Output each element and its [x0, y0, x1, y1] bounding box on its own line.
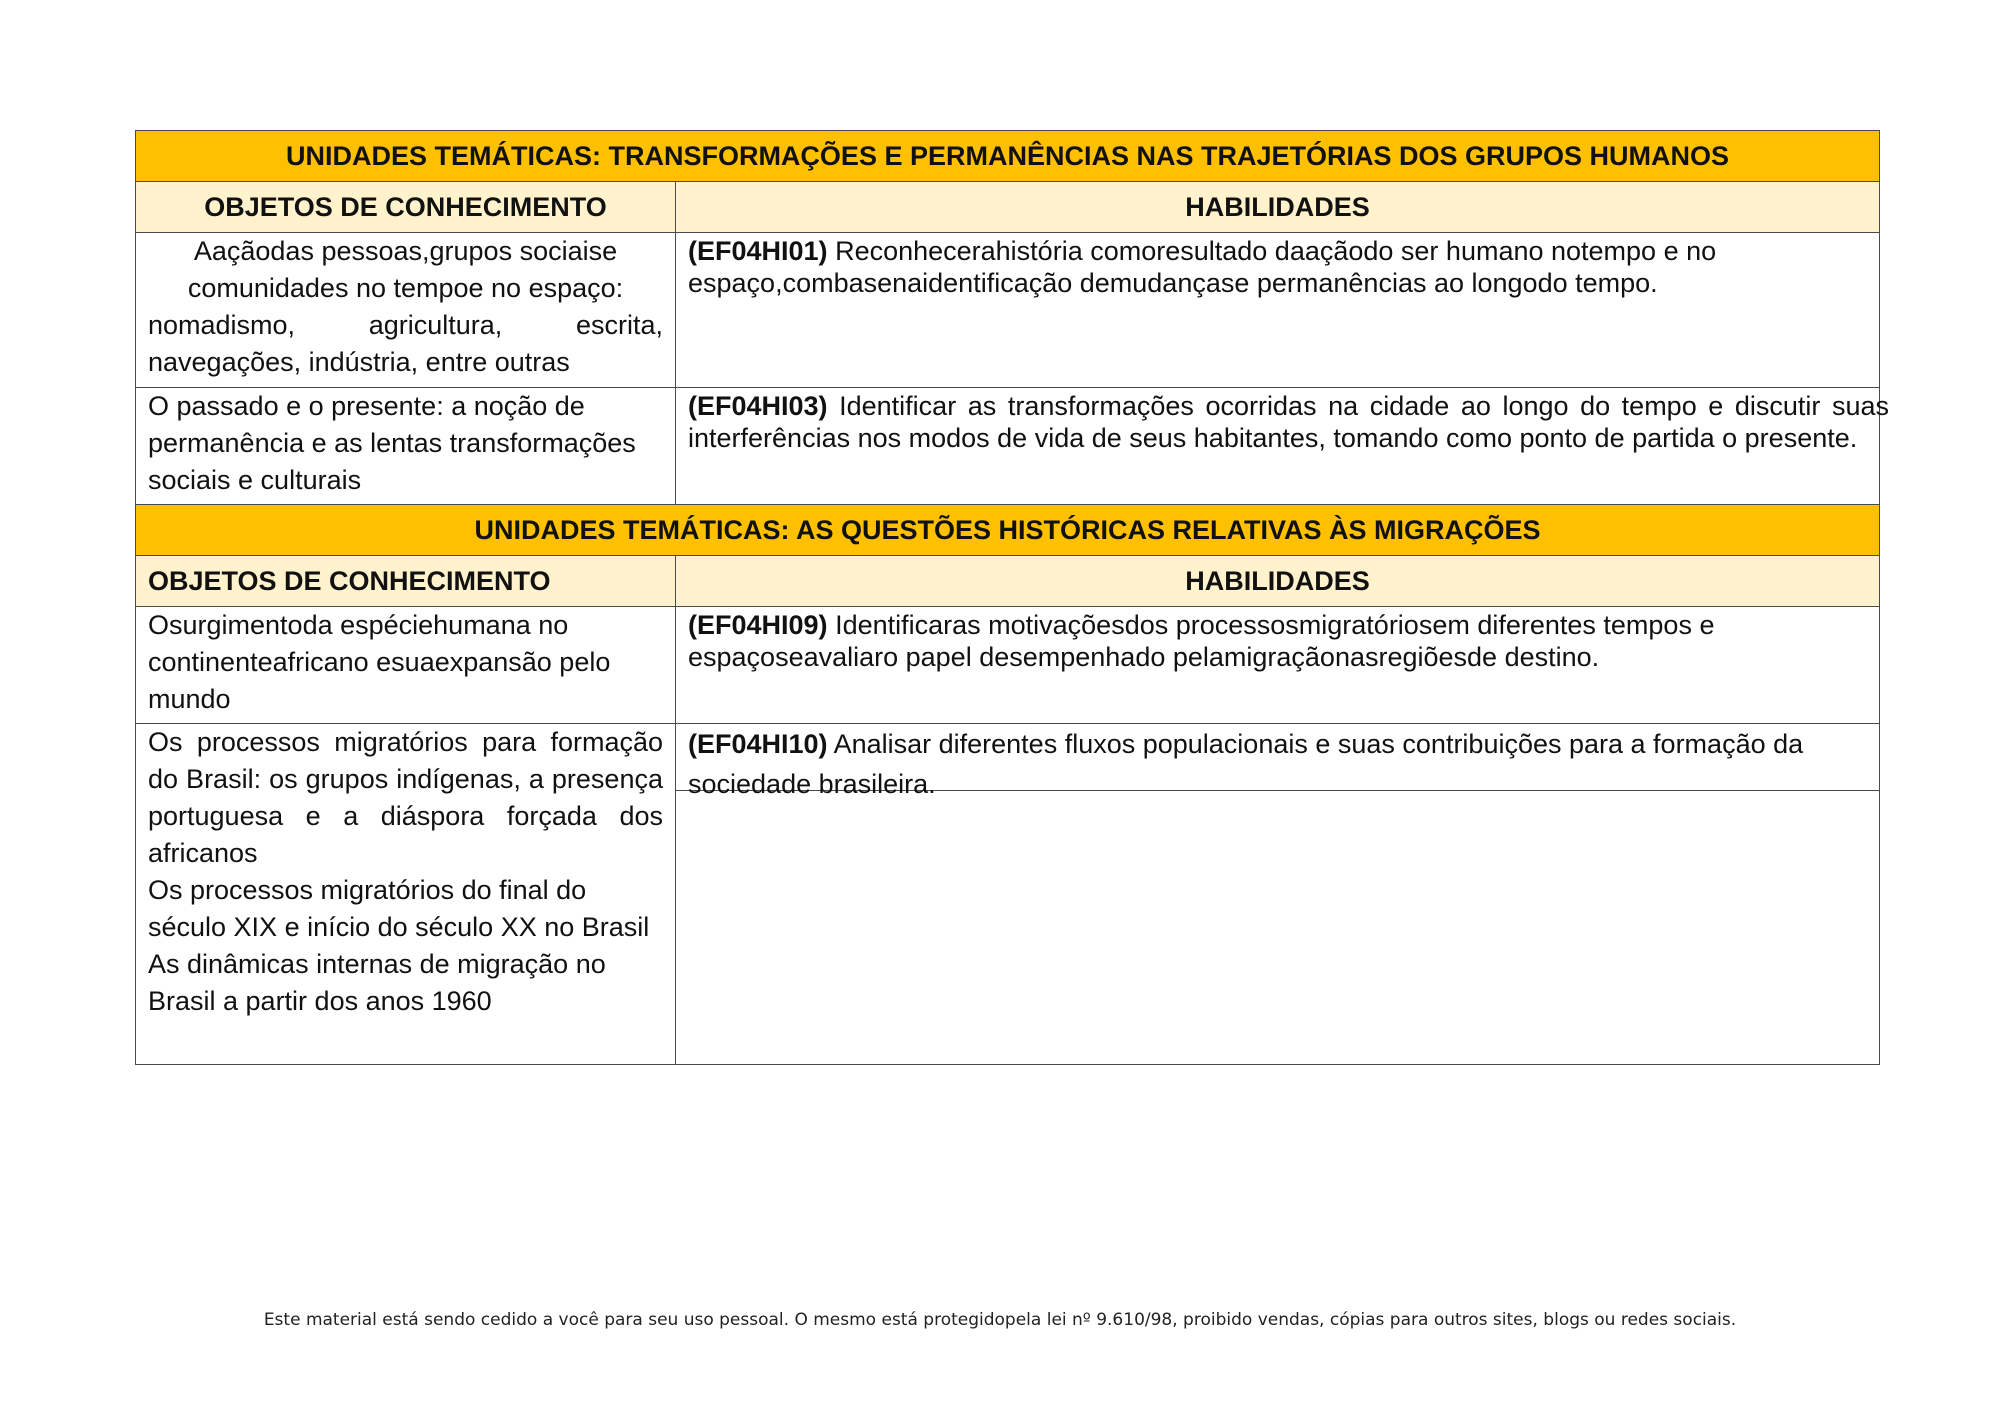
habilidade-paragraph	[688, 390, 1889, 454]
objeto-word: nomadismo,	[148, 310, 296, 340]
section1-title: UNIDADES TEMÁTICAS: TRANSFORMAÇÕES E PERMANÊNCIAS NAS TRAJETÓRIAS DOS GRUPOS HUMANOS	[136, 131, 1880, 182]
habilidade-text: Analisar diferentes fluxos populacionais e suas contribuições para a formação da sociedade brasileira.	[688, 729, 1804, 799]
habilidade-text: Reconhecerahistória comoresultado daaçãodo ser humano notempo e no espaço,combasenaidentificação demudançase permanências ao longodo tempo.	[688, 236, 1717, 298]
objeto-line	[148, 307, 663, 344]
table-row	[136, 724, 1880, 1065]
section2-header-row	[136, 556, 1880, 607]
objeto-cell	[136, 724, 676, 1065]
copyright-footer: Este material está sendo cedido a você para seu uso pessoal. O mesmo está protegidopela lei nº 9.610/98, proibido vendas, cópias para outros sites, blogs ou redes sociais.	[263, 1310, 1737, 1330]
objeto-paragraph: Os processos migratórios para formação do Brasil: os grupos indígenas, a presença portuguesa e a diáspora forçada dos africanos	[148, 727, 663, 868]
table-row	[136, 607, 1880, 724]
section2-title-row	[136, 505, 1880, 556]
section2-objetos-header: OBJETOS DE CONHECIMENTO	[136, 556, 676, 607]
section1-objetos-header: OBJETOS DE CONHECIMENTO	[136, 182, 676, 233]
habilidade-cell	[676, 724, 1880, 1065]
objeto-paragraph: As dinâmicas internas de migração no Brasil a partir dos anos 1960	[148, 949, 606, 1016]
objeto-word: escrita,	[575, 310, 663, 340]
section1-title-row	[136, 131, 1880, 182]
habilidade-code: (EF04HI10)	[688, 729, 828, 759]
habilidade-text: Identificar as transformações ocorridas na cidade ao longo do tempo e discutir suas interferências nos modos de vida de seus habitantes, tomando como ponto de partida o presente.	[688, 391, 1889, 453]
habilidade-cell	[676, 233, 1880, 388]
objeto-cell	[136, 388, 676, 505]
habilidade-box	[676, 724, 1879, 799]
objeto-paragraph: Os processos migratórios do final do século XIX e início do século XX no Brasil	[148, 875, 650, 942]
objeto-text: Osurgimentoda espéciehumana no continenteafricano esuaexpansão pelo mundo	[148, 610, 611, 714]
section1-header-row	[136, 182, 1880, 233]
habilidade-code: (EF04HI03)	[688, 391, 828, 421]
table-row	[136, 233, 1880, 388]
section2-title: UNIDADES TEMÁTICAS: AS QUESTÕES HISTÓRICAS RELATIVAS ÀS MIGRAÇÕES	[136, 505, 1880, 556]
table-row	[136, 388, 1880, 505]
section2-habilidades-header: HABILIDADES	[676, 556, 1880, 607]
objeto-cell	[136, 233, 676, 388]
habilidade-code: (EF04HI01)	[688, 236, 828, 266]
habilidade-cell	[676, 388, 1889, 505]
curriculum-table	[135, 130, 1889, 1065]
habilidade-cell	[676, 607, 1880, 724]
objeto-line: Aaçãodas pessoas,grupos sociaise	[193, 236, 618, 266]
habilidade-code: (EF04HI09)	[688, 610, 828, 640]
objeto-line: comunidades no tempoe no espaço:	[187, 273, 624, 303]
section1-habilidades-header: HABILIDADES	[676, 182, 1880, 233]
objeto-text: O passado e o presente: a noção de permanência e as lentas transformações sociais e culturais	[148, 391, 636, 495]
objeto-word: agricultura,	[368, 310, 503, 340]
objeto-cell	[136, 607, 676, 724]
habilidade-text: Identificaras motivaçõesdos processosmigratóriosem diferentes tempos e espaçoseavaliaro papel desempenhado pelamigraçãonasregiõesde destino.	[688, 610, 1715, 672]
objeto-line: navegações, indústria, entre outras	[148, 347, 570, 377]
